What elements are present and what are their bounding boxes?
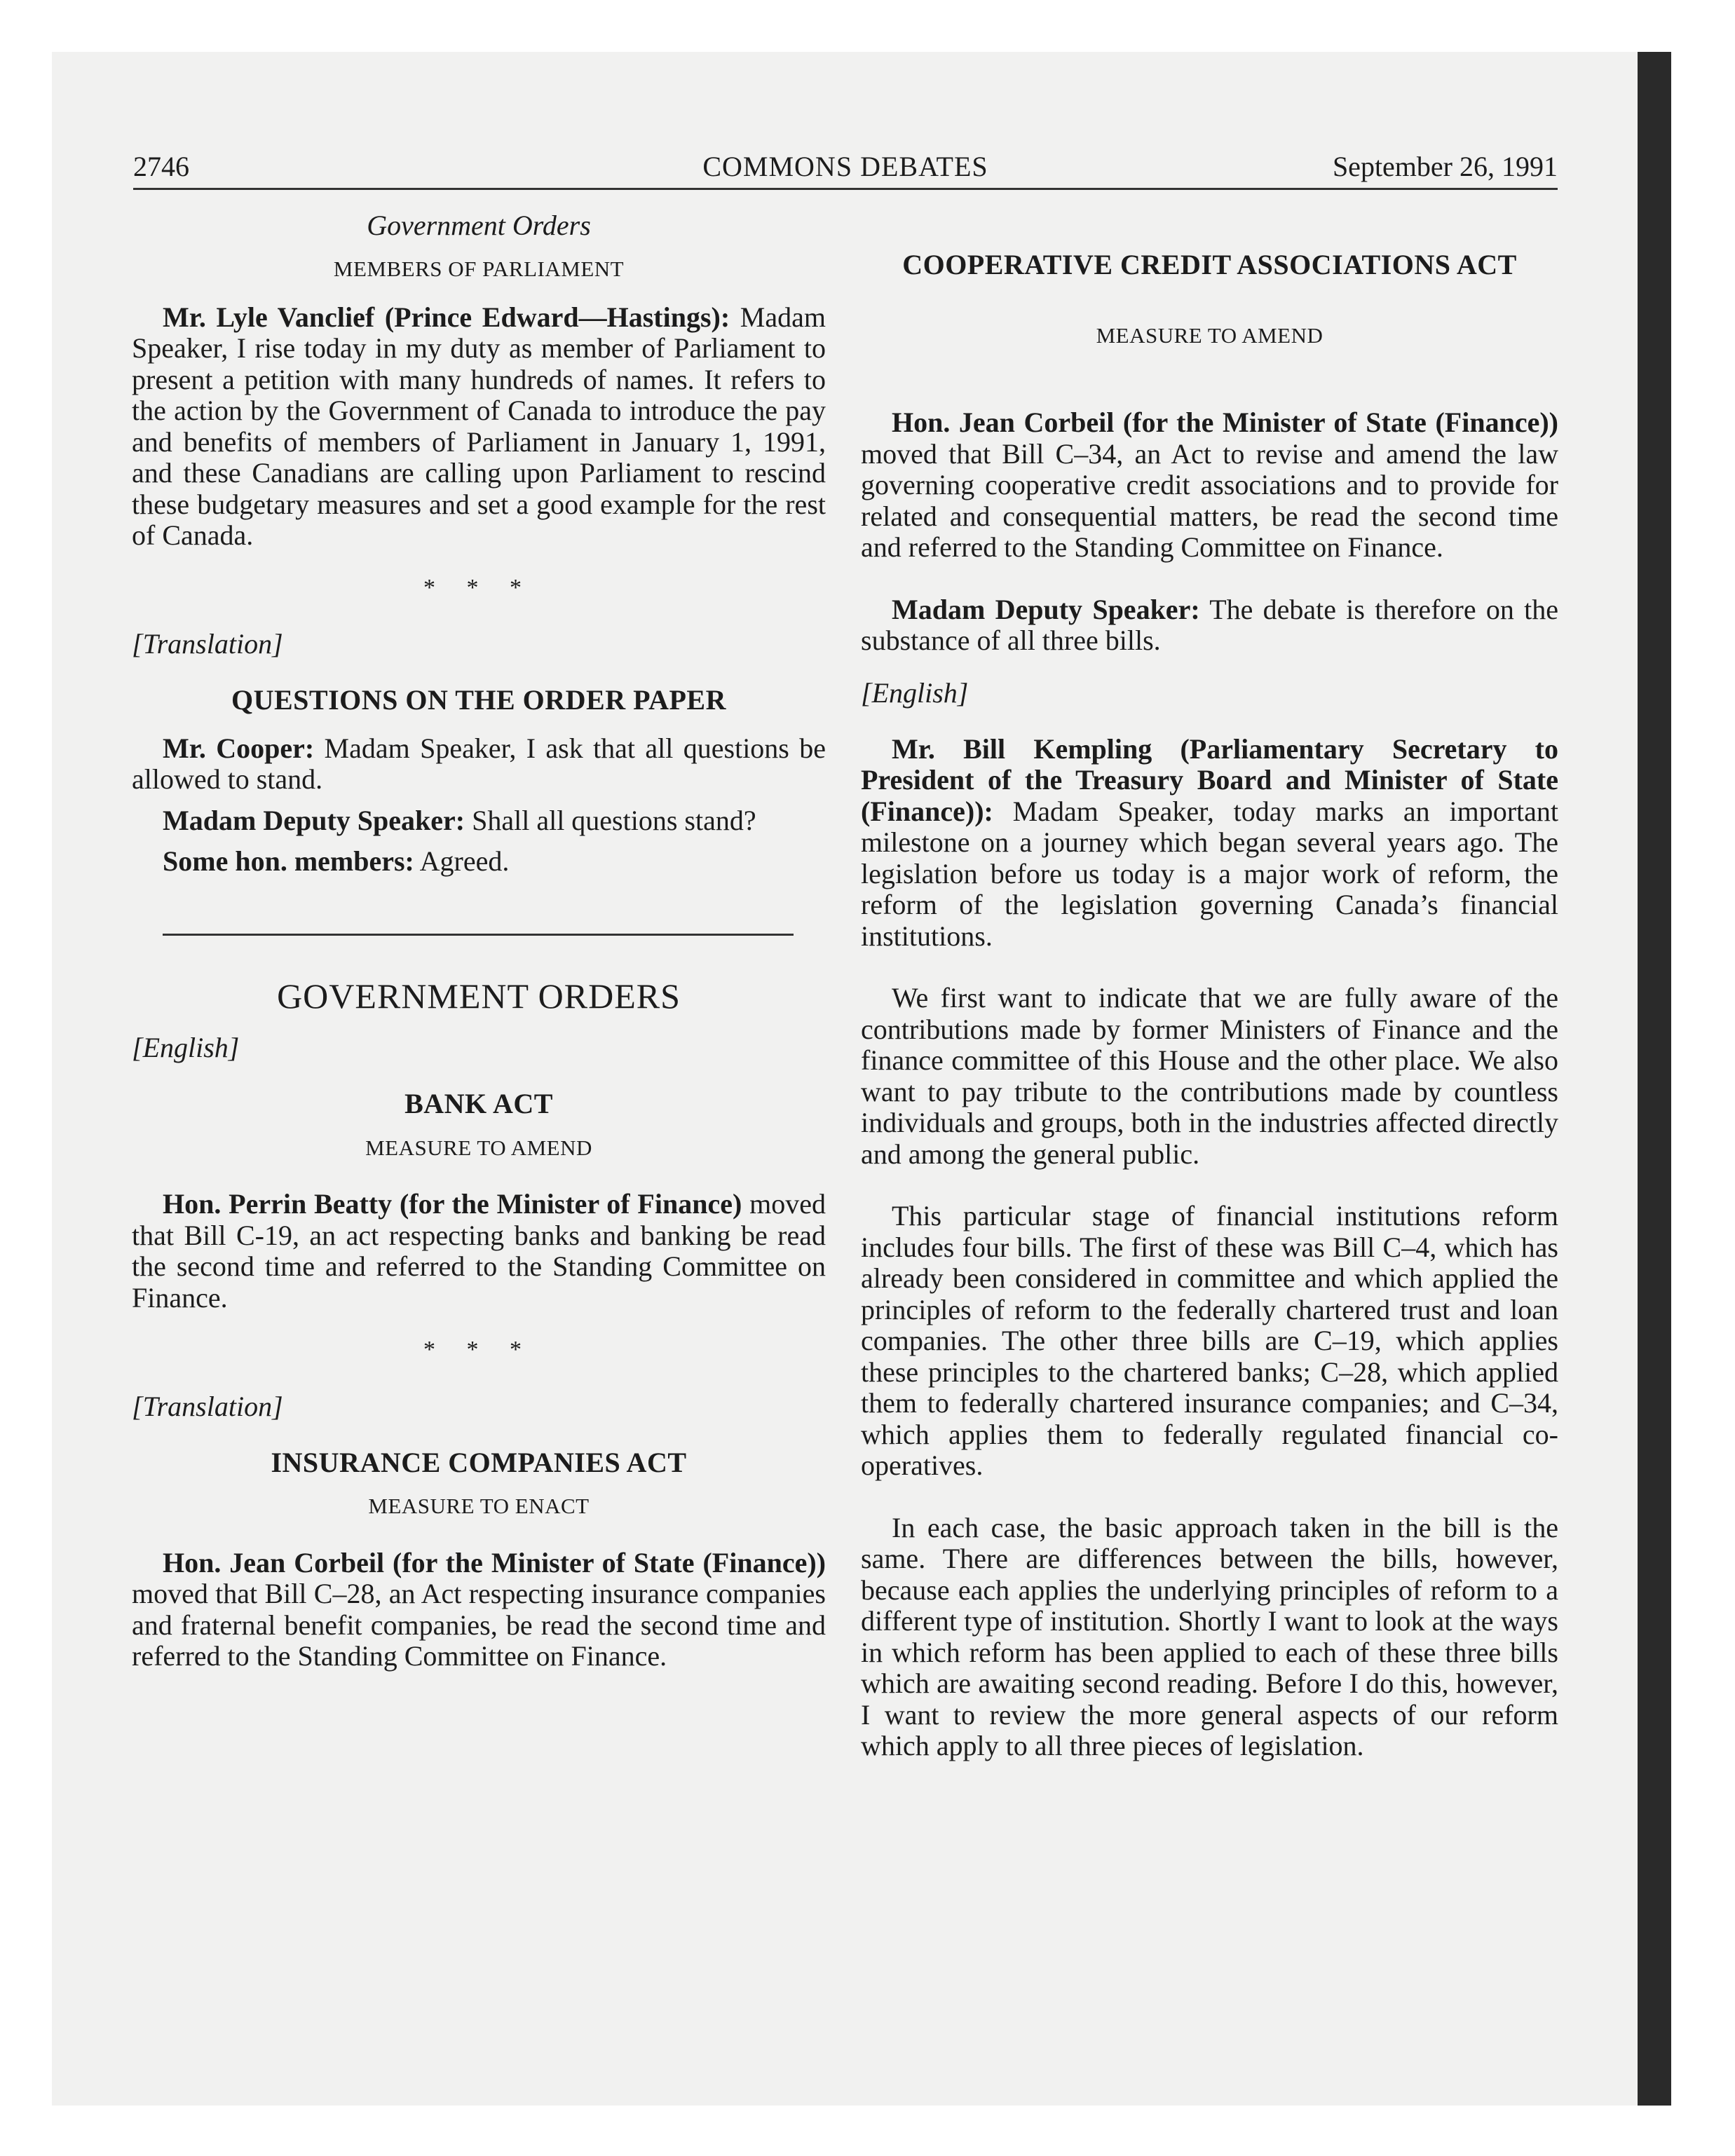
running-head xyxy=(133,146,1558,190)
deputy-speaker-speech xyxy=(132,805,826,837)
publication-date: September 26, 1991 xyxy=(1332,151,1558,182)
speaker-name: Mr. Cooper: xyxy=(163,732,315,764)
speech-text: moved that Bill C–34, an Act to revise and amend the law governing cooperative credit associations and to provide for related and consequential matters, be read the second time and referred to the Standing Committee on Finance. xyxy=(861,437,1558,563)
deputy-speaker-remark xyxy=(861,594,1558,657)
speaker-name: Mr. Bill Kempling (Parliamentary Secretary to President of the Treasury Board and Minister of State (Finance)): xyxy=(861,732,1558,827)
english-note: [English] xyxy=(132,1032,240,1063)
coop-act-heading: COOPERATIVE CREDIT ASSOCIATIONS ACT xyxy=(902,249,1517,280)
speaker-name: Mr. Lyle Vanclief (Prince Edward—Hastings): xyxy=(163,301,730,333)
speaker-name: Some hon. members: xyxy=(163,845,414,877)
speaker-name: Hon. Jean Corbeil (for the Minister of State (Finance)) xyxy=(892,407,1558,438)
english-note: [English] xyxy=(861,676,969,709)
speech-text: Shall all questions stand? xyxy=(465,804,756,836)
kempling-speech xyxy=(861,734,1558,953)
section-separator: * * * xyxy=(423,1337,534,1363)
questions-heading: QUESTIONS ON THE ORDER PAPER xyxy=(231,684,726,716)
speech-paragraph: In each case, the basic approach taken in the bill is the same. There are differences between the bills, however, because each applies the underlying principles of reform to a different type of institution. Shortly I want to look at the ways in which reform has been applied to each of these three bills which are awaiting second reading. Before I do this, however, I want to review the more general aspects of our reform which apply to all three pieces of legislation. xyxy=(861,1511,1558,1761)
speaker-name: Madam Deputy Speaker: xyxy=(892,593,1200,625)
corbeil-insurance-motion xyxy=(132,1548,826,1672)
speech-text: moved that Bill C–28, an Act respecting insurance companies and fraternal benefit companies, be read the second time and referred to the Standing Committee on Finance. xyxy=(132,1578,826,1672)
government-orders-heading: GOVERNMENT ORDERS xyxy=(277,976,681,1016)
scan-edge-shadow xyxy=(1638,52,1671,2106)
speech-text: Madam Speaker, I rise today in my duty as member of Parliament to present a petition with many hundreds of names. It refers to the action by the Government of Canada to introduce the pay and benefits of members of Parliament in January 1, 1991, and these Canadians are calling upon Parliament to rescind these budgetary measures and set a good example for the rest of Canada. xyxy=(132,301,826,551)
insurance-act-measure: MEASURE TO ENACT xyxy=(368,1494,590,1518)
cooper-speech xyxy=(132,733,826,796)
translation-note: [Translation] xyxy=(132,628,283,660)
speech-paragraph: This particular stage of financial institutions reform includes four bills. The first of these was Bill C–4, which has already been considered in committee and which applied the principles of reform to the federally chartered trust and loan companies. The other three bills are C–19, which applies these principles to the chartered banks; C–28, which applied them to federally chartered insurance companies; and C–34, which applies them to federally regulated financial co-operatives. xyxy=(861,1200,1558,1481)
section-separator: * * * xyxy=(423,574,534,601)
insurance-act-heading: INSURANCE COMPANIES ACT xyxy=(271,1446,687,1478)
members-heading: MEMBERS OF PARLIAMENT xyxy=(333,257,625,281)
members-response xyxy=(132,846,826,878)
page-number: 2746 xyxy=(133,151,189,182)
speech-text: moved that Bill C-19, an act respecting banks and banking be read the second time and referred to the Standing Committee on Finance. xyxy=(132,1188,826,1314)
section-label: Government Orders xyxy=(367,210,591,241)
left-column xyxy=(132,210,826,1672)
speech-text: The debate is therefore on the substance of all three bills. xyxy=(861,593,1558,656)
publication-title: COMMONS DEBATES xyxy=(702,151,988,182)
speech-text: Agreed. xyxy=(414,845,510,877)
corbeil-coop-motion xyxy=(861,407,1558,564)
right-column xyxy=(861,210,1558,1762)
beatty-motion xyxy=(132,1189,826,1314)
speaker-name: Hon. Perrin Beatty (for the Minister of Finance) xyxy=(163,1188,742,1220)
bank-act-measure: MEASURE TO AMEND xyxy=(365,1135,592,1160)
speech-text: Madam Speaker, I ask that all questions be allowed to stand. xyxy=(132,732,826,795)
speech-paragraph: We first want to indicate that we are fully aware of the contributions made by former Ministers of Finance and the finance committee of this House and the other place. We also want to pay tribute to the contributions made by countless individuals and groups, both in the industries affected directly and among the general public. xyxy=(861,982,1558,1170)
coop-act-measure: MEASURE TO AMEND xyxy=(1096,322,1324,348)
translation-note: [Translation] xyxy=(132,1390,283,1422)
speech-text: Madam Speaker, today marks an important milestone on a journey which began several years ago. The legislation before us today is a major work of reform, the reform of the legislation governing Canada’s financial institutions. xyxy=(861,795,1558,952)
bank-act-heading: BANK ACT xyxy=(404,1088,553,1119)
speaker-name: Madam Deputy Speaker: xyxy=(163,804,465,836)
vanclief-speech xyxy=(132,302,826,552)
speaker-name: Hon. Jean Corbeil (for the Minister of State (Finance)) xyxy=(163,1546,826,1578)
